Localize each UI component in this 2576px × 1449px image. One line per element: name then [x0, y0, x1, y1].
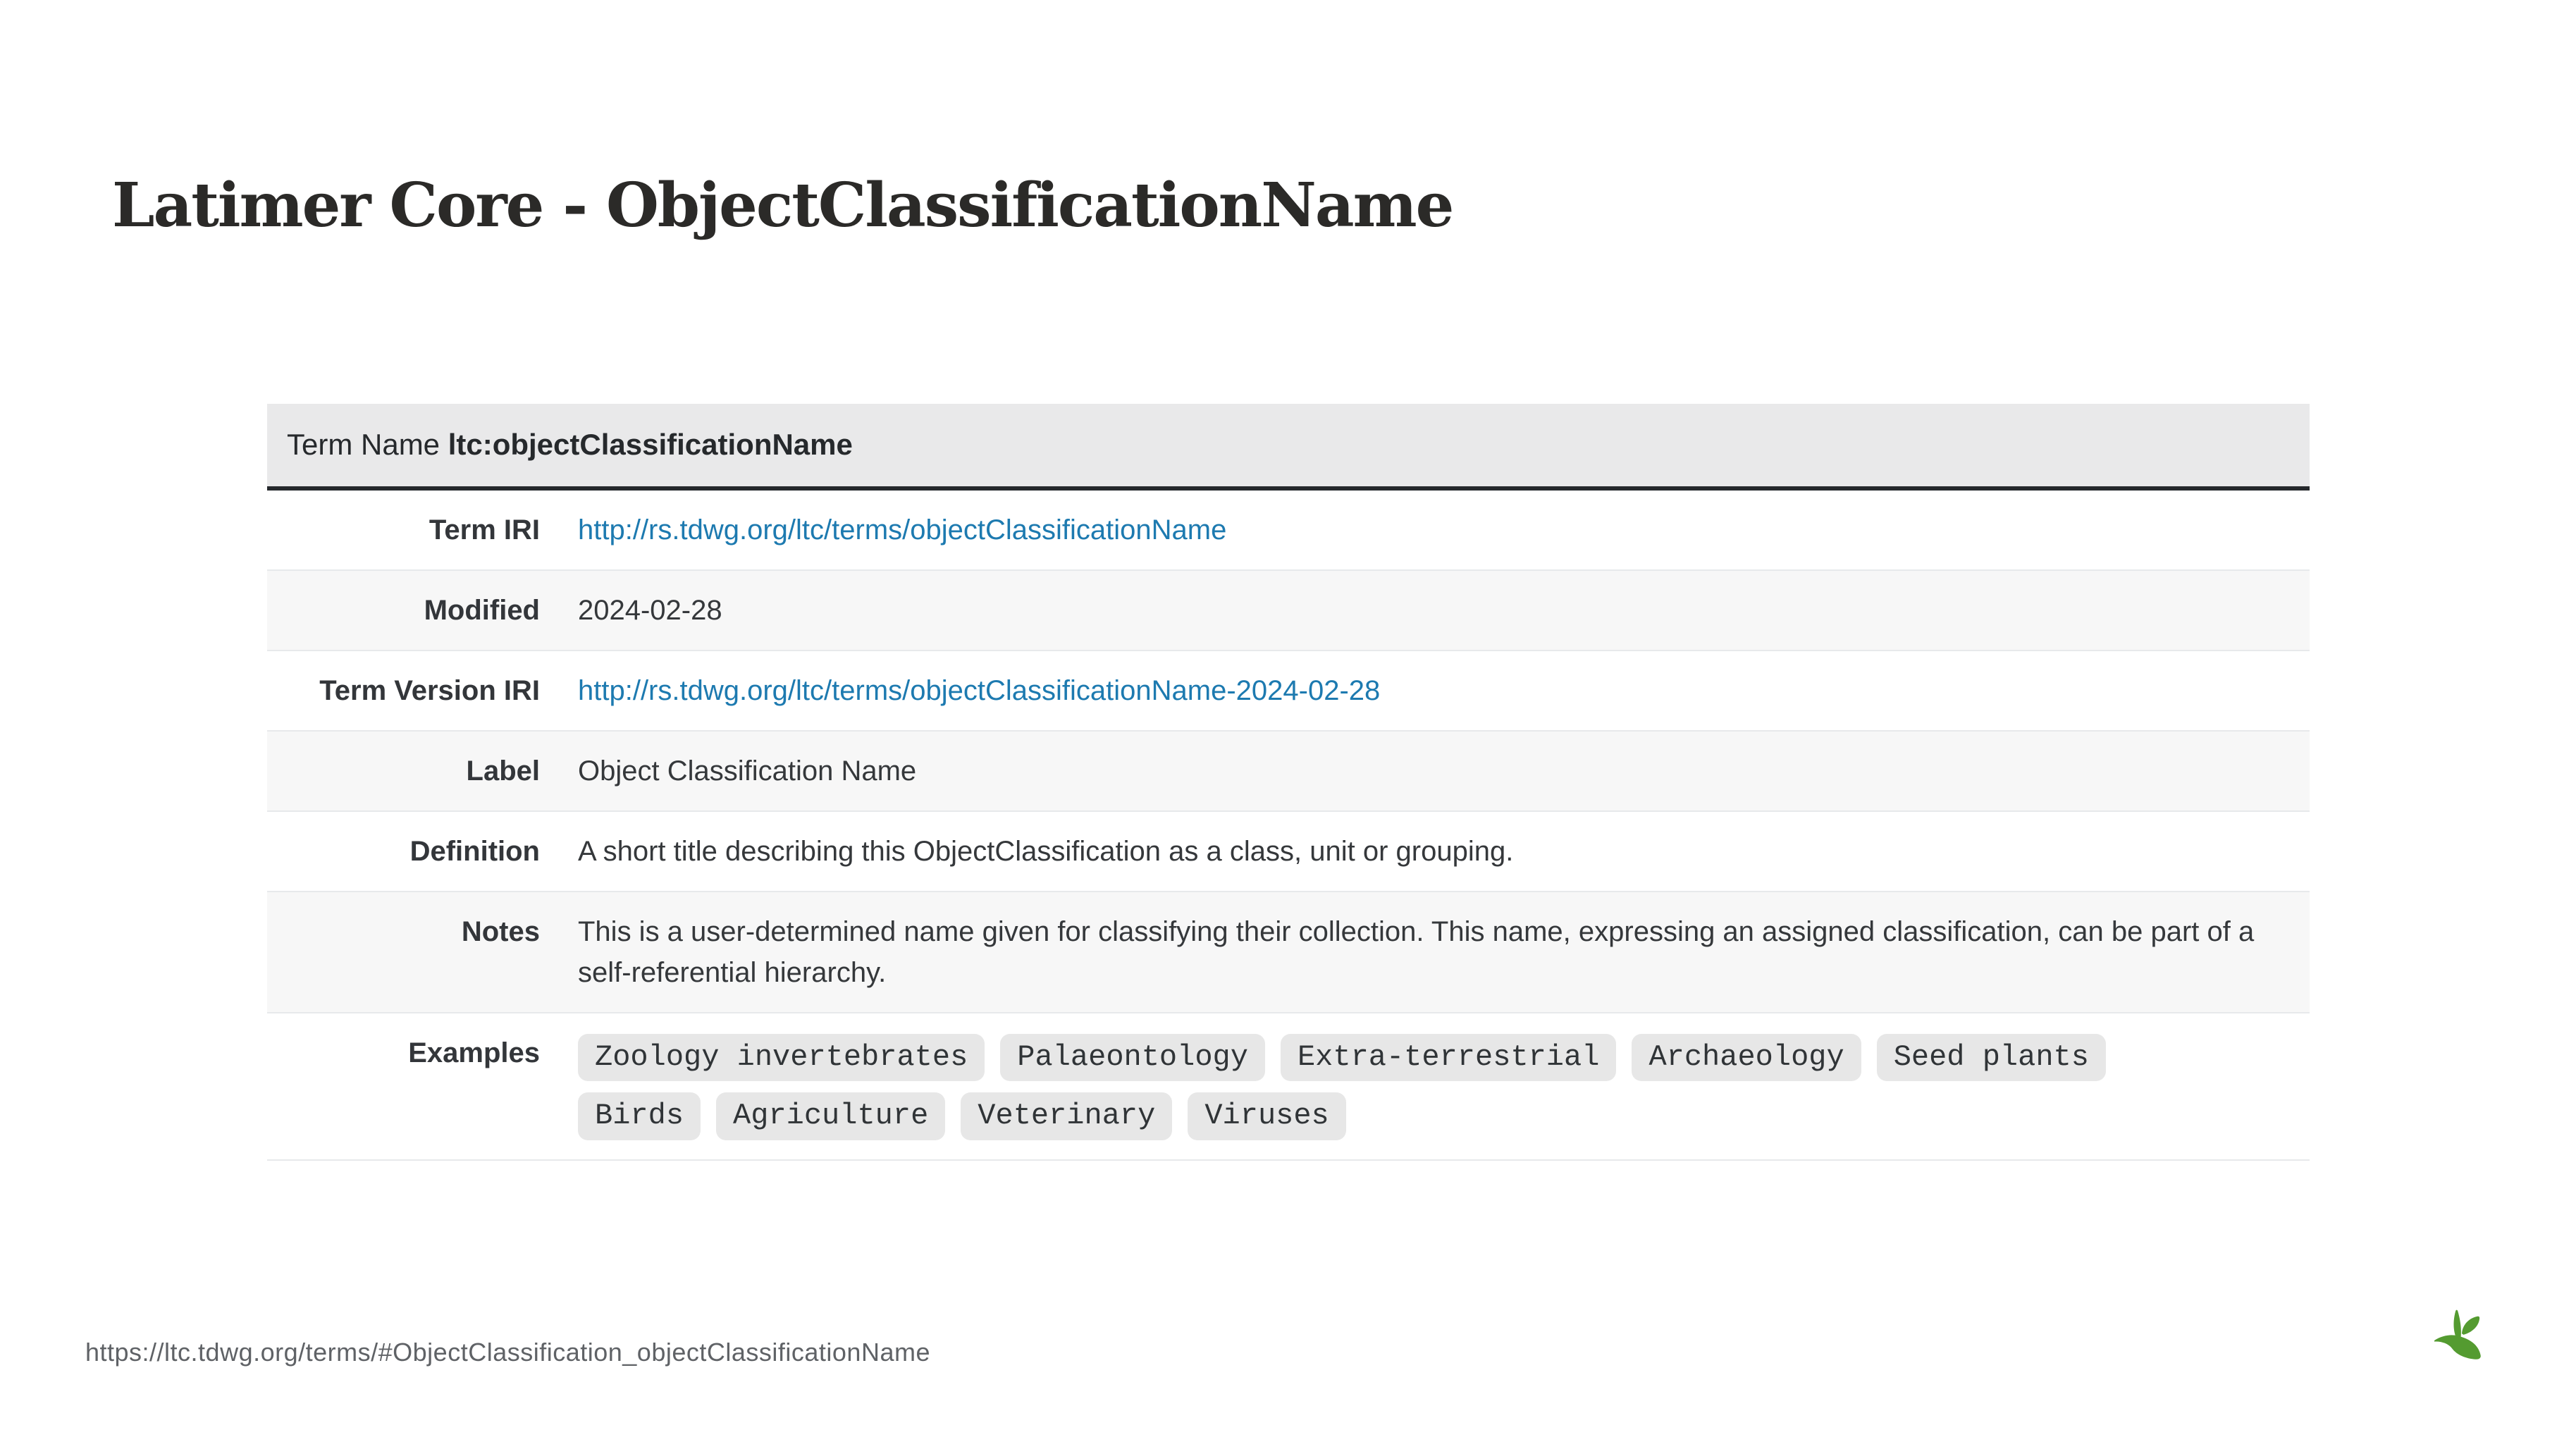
row-label-modified: Modified — [424, 594, 540, 626]
example-chip: Veterinary — [961, 1092, 1172, 1140]
examples-chip-list — [578, 1032, 2185, 1140]
footer-page-url: https://ltc.tdwg.org/terms/#ObjectClassification_objectClassificationName — [85, 1338, 930, 1367]
tdwg-leaf-icon — [2433, 1307, 2491, 1362]
term-name-value: ltc:objectClassificationName — [448, 428, 853, 461]
row-value-notes: This is a user-determined name given for classifying their collection. This name, expressing an assigned classification, can be part of a self-referential hierarchy. — [578, 915, 2255, 988]
term-name-header-cell — [267, 404, 2310, 488]
term-iri-link[interactable]: http://rs.tdwg.org/ltc/terms/objectClassificationName — [578, 514, 1227, 545]
term-definition-table — [267, 404, 2310, 1161]
example-chip: Birds — [578, 1092, 701, 1140]
row-value-modified: 2024-02-28 — [578, 594, 722, 626]
example-chip: Palaeontology — [1000, 1034, 1265, 1082]
row-label-definition: Definition — [409, 835, 540, 867]
table-row-term-iri — [267, 488, 2310, 570]
example-chip: Extra-terrestrial — [1281, 1034, 1616, 1082]
page-title: Latimer Core - ObjectClassificationName — [112, 170, 1453, 241]
row-value-label: Object Classification Name — [578, 755, 917, 787]
row-value-definition: A short title describing this ObjectClassification as a class, unit or grouping. — [578, 835, 1514, 867]
table-row-examples — [267, 1013, 2310, 1160]
example-chip: Seed plants — [1877, 1034, 2106, 1082]
row-label-term-version-iri: Term Version IRI — [319, 674, 540, 706]
row-label-label: Label — [466, 755, 540, 787]
row-value-term-iri — [560, 488, 2310, 570]
example-chip: Viruses — [1188, 1092, 1345, 1140]
term-definition-table-wrap — [267, 404, 2310, 1161]
example-chip: Agriculture — [716, 1092, 945, 1140]
table-row-modified — [267, 570, 2310, 650]
row-value-examples — [560, 1013, 2310, 1160]
term-name-prefix-label: Term Name — [287, 428, 448, 461]
leaf-big-blade — [2434, 1335, 2481, 1359]
term-version-iri-link[interactable]: http://rs.tdwg.org/ltc/terms/objectClassificationName-2024-02-28 — [578, 674, 1381, 706]
term-name-header-row — [267, 404, 2310, 488]
table-row-label — [267, 731, 2310, 811]
leaf-small-blade — [2462, 1317, 2479, 1335]
table-row-term-version-iri — [267, 650, 2310, 731]
row-value-term-version-iri — [560, 650, 2310, 731]
table-row-notes — [267, 892, 2310, 1013]
row-label-examples: Examples — [408, 1037, 540, 1068]
table-row-definition — [267, 811, 2310, 892]
row-label-notes: Notes — [461, 915, 540, 947]
row-label-term-iri: Term IRI — [429, 514, 540, 545]
example-chip: Zoology invertebrates — [578, 1034, 985, 1082]
example-chip: Archaeology — [1632, 1034, 1861, 1082]
